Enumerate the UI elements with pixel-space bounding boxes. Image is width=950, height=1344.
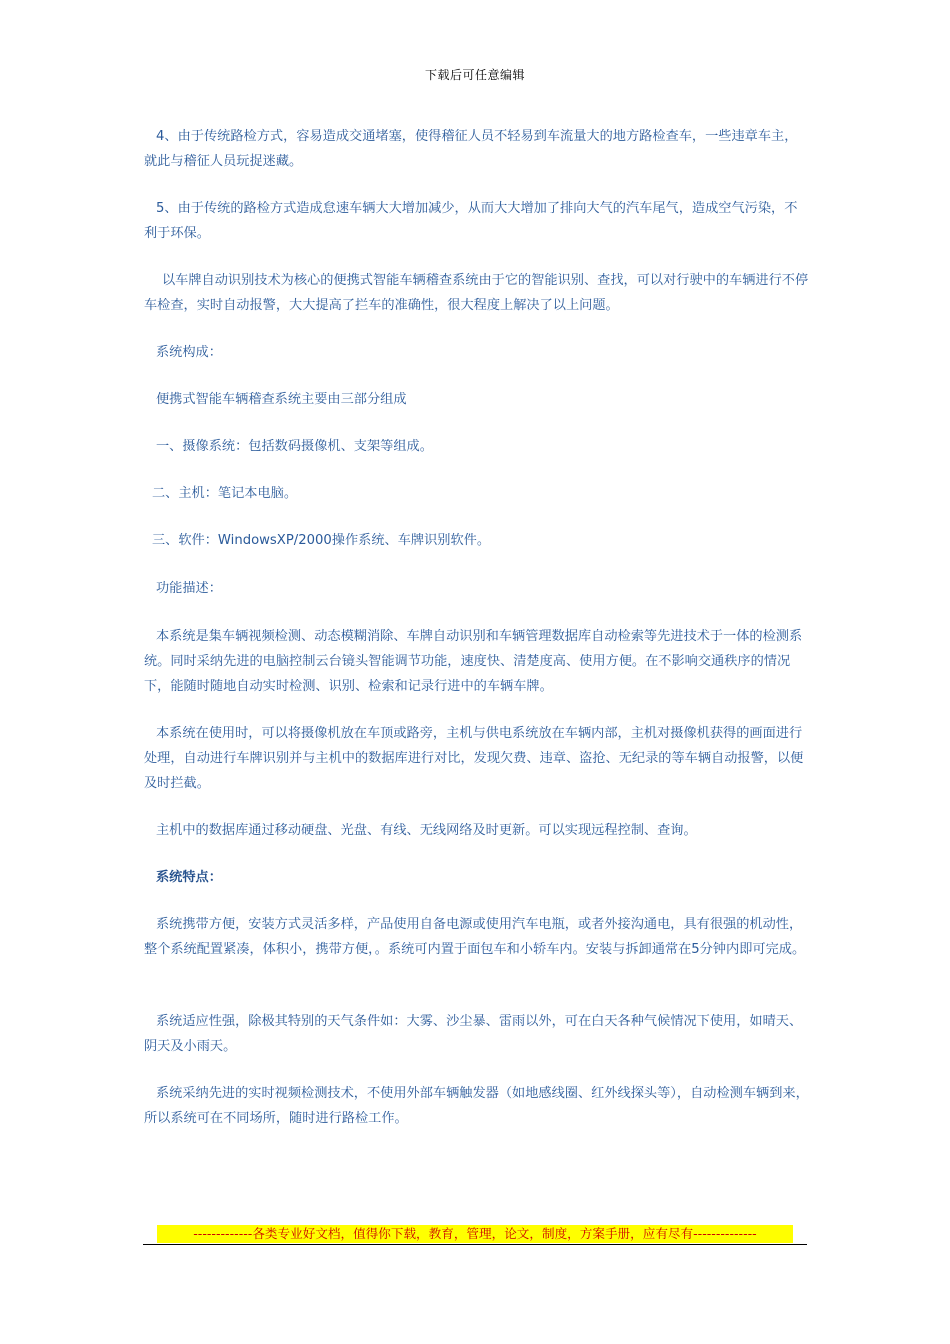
heading-system-features: 系统特点：: [156, 870, 222, 885]
paragraph-feature-detection: 系统采纳先进的实时视频检测技术，不使用外部车辆触发器（如地感线圈、红外线探头等），自动检测车辆到来，所以系统可在不同场所，随时进行路检工作。: [144, 1086, 809, 1126]
paragraph-function-2: 本系统在使用时，可以将摄像机放在车顶或路旁，主机与供电系统放在车辆内部，主机对摄像机获得的画面进行处理，自动进行车牌识别并与主机中的数据库进行对比，发现欠费、违章、盗抢、无纪录的等车辆自动报警，以便及时拦截。: [144, 726, 804, 791]
list-item-software: 三、软件：WindowsXP/2000操作系统、车牌识别软件。: [152, 533, 491, 548]
footer-banner: -------------各类专业好文档，值得你下载，教育，管理，论文，制度，方案手册，应有尽有--------------: [157, 1225, 793, 1243]
paragraph-function-3: 主机中的数据库通过移动硬盘、光盘、有线、无线网络及时更新。可以实现远程控制、查询。: [156, 823, 697, 838]
page-header: 下载后可任意编辑: [424, 68, 525, 82]
paragraph-point-4: 4、由于传统路检方式，容易造成交通堵塞，使得稽征人员不轻易到车流量大的地方路检查车，一些违章车主，就此与稽征人员玩捉迷藏。: [144, 129, 798, 169]
footer-divider: [143, 1244, 807, 1245]
paragraph-summary: 以车牌自动识别技术为核心的便携式智能车辆稽查系统由于它的智能识别、查找，可以对行驶中的车辆进行不停车检查，实时自动报警，大大提高了拦车的准确性，很大程度上解决了以上问题。: [144, 273, 809, 313]
heading-system-composition: 系统构成：: [156, 345, 222, 360]
paragraph-point-5: 5、由于传统的路检方式造成怠速车辆大大增加减少，从而大大增加了排向大气的汽车尾气，造成空气污染，不利于环保。: [144, 201, 798, 241]
list-item-camera-system: 一、摄像系统：包括数码摄像机、支架等组成。: [156, 439, 433, 454]
paragraph-composition-intro: 便携式智能车辆稽查系统主要由三部分组成: [156, 392, 407, 407]
paragraph-feature-portability: 系统携带方便，安装方式灵活多样，产品使用自备电源或使用汽车电瓶，或者外接沟通电，具有很强的机动性，整个系统配置紧凑，体积小，携带方便，。系统可内置于面包车和小轿车内。安装与拆卸通常在5分钟内即可完成。: [144, 917, 806, 957]
list-item-host: 二、主机：笔记本电脑。: [152, 486, 298, 501]
heading-function-description: 功能描述：: [156, 581, 222, 596]
paragraph-function-1: 本系统是集车辆视频检测、动态模糊消除、车牌自动识别和车辆管理数据库自动检索等先进技术于一体的检测系统。同时采纳先进的电脑控制云台镜头智能调节功能，速度快、清楚度高、使用方便。在不影响交通秩序的情况下，能随时随地自动实时检测、识别、检索和记录行进中的车辆车牌。: [144, 629, 803, 694]
paragraph-feature-adaptability: 系统适应性强，除极其特别的天气条件如：大雾、沙尘暴、雷雨以外，可在白天各种气候情况下使用，如晴天、阴天及小雨天。: [144, 1014, 803, 1054]
